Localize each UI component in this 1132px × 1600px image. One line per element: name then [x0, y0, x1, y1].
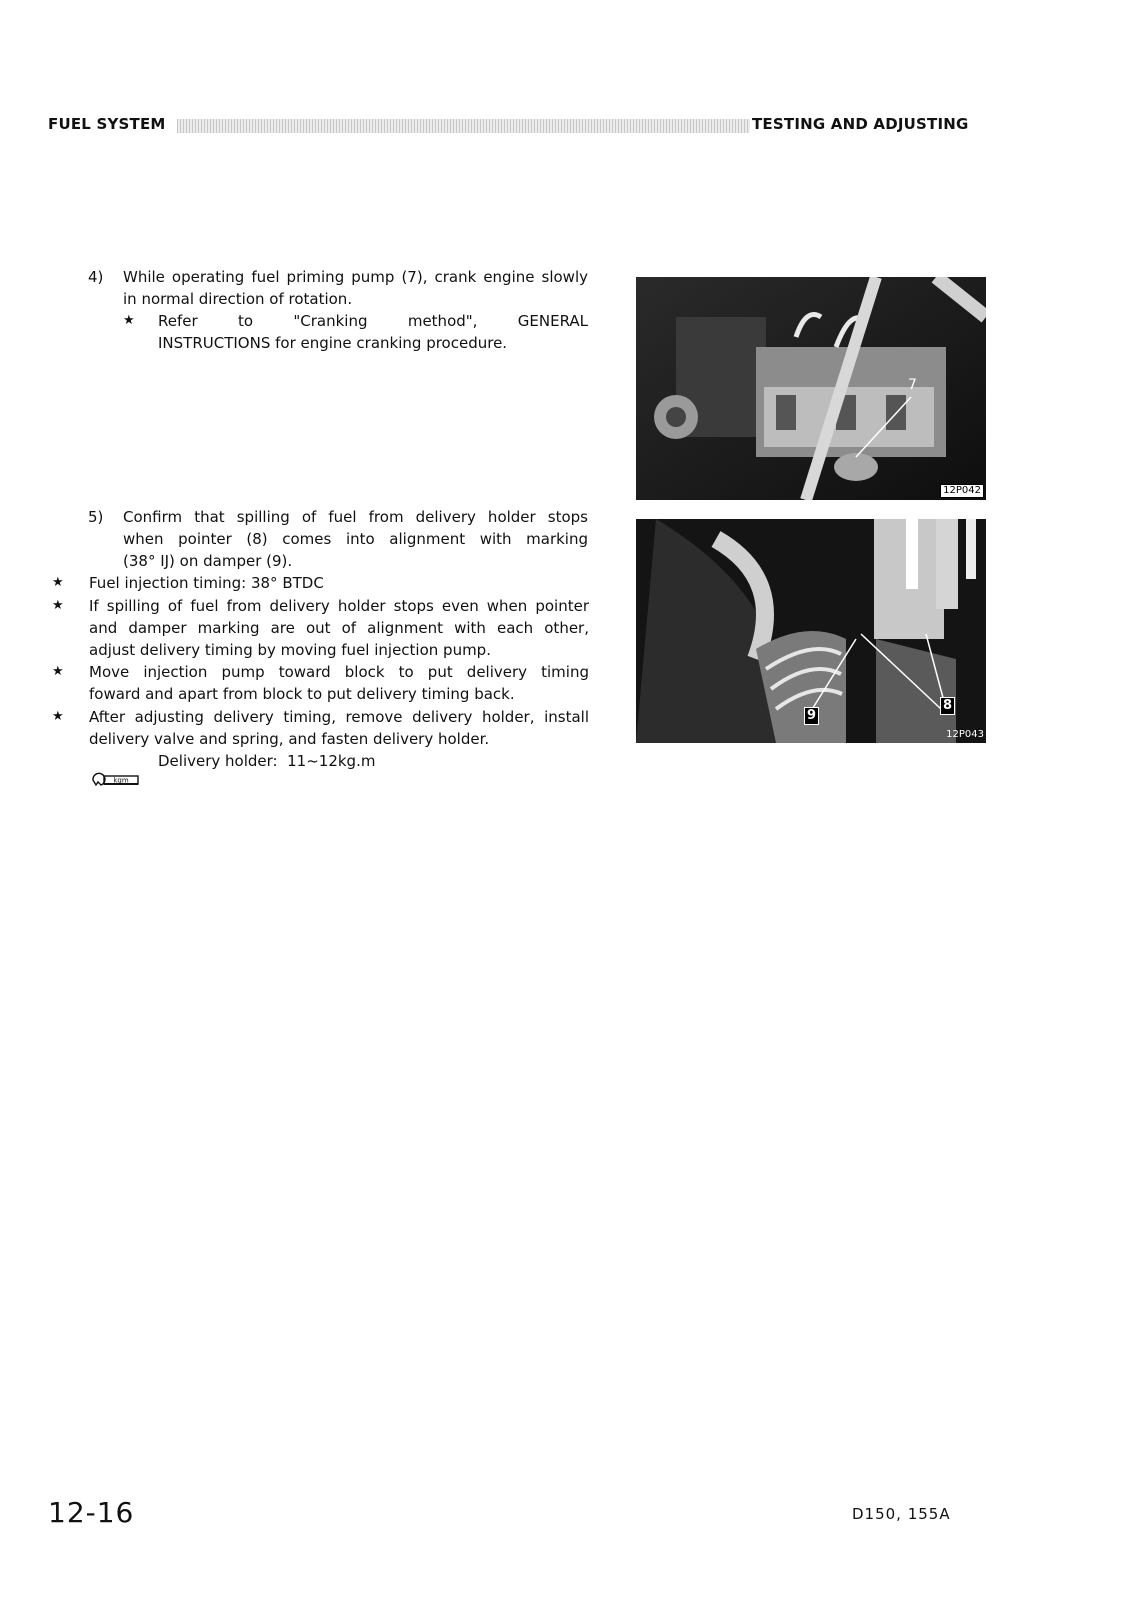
photo-code-label: 12P043 [946, 729, 984, 740]
callout-9: 9 [804, 707, 819, 725]
svg-text:7: 7 [908, 377, 917, 393]
model-number: D150, 155A [852, 1505, 951, 1523]
step-4-line-2: in normal direction of rotation. [123, 290, 353, 308]
step-4-note-line-2: INSTRUCTIONS for engine cranking procedure. [158, 334, 508, 352]
step-4-number: 4) [88, 268, 104, 286]
photo-code-label: 12P042 [940, 484, 984, 498]
note-star: ★ [52, 709, 64, 724]
torque-spec-text: Delivery holder: 11~12kg.m [158, 752, 376, 770]
note-text: Move injection pump toward block to put delivery timing [89, 663, 589, 681]
photo-fuel-priming-pump [636, 277, 986, 500]
note-text: adjust delivery timing by moving fuel injection pump. [89, 641, 491, 659]
note-text: and damper marking are out of alignment with each other, [89, 619, 589, 637]
header-right-title: TESTING AND ADJUSTING [752, 115, 969, 133]
header-left-title: FUEL SYSTEM [48, 115, 166, 133]
note-star: ★ [52, 598, 64, 613]
page-number: 12-16 [48, 1496, 135, 1529]
note-text: If spilling of fuel from delivery holder stops even when pointer [89, 597, 589, 615]
note-text: foward and apart from block to put delivery timing back. [89, 685, 515, 703]
svg-text:kgm: kgm [113, 776, 129, 785]
step-4-note-line-1: Refer to "Cranking method", GENERAL [158, 312, 588, 330]
note-text: Fuel injection timing: 38° BTDC [89, 574, 324, 592]
step-5-number: 5) [88, 508, 104, 526]
step-5-line-2: when pointer (8) comes into alignment with marking [123, 530, 588, 548]
note-text: delivery valve and spring, and fasten delivery holder. [89, 730, 490, 748]
callout-8: 8 [940, 697, 955, 715]
step-5-line-3: (38° IJ) on damper (9). [123, 552, 293, 570]
note-star: ★ [52, 575, 64, 590]
photo-damper-pointer [636, 519, 986, 743]
header-dotted-band [177, 119, 750, 133]
step-4-line-1: While operating fuel priming pump (7), crank engine slowly [123, 268, 588, 286]
note-star: ★ [52, 664, 64, 679]
torque-wrench-kgm-icon [90, 770, 142, 790]
step-4-note-star: ★ [123, 313, 135, 328]
step-5-line-1: Confirm that spilling of fuel from delivery holder stops [123, 508, 588, 526]
note-text: After adjusting delivery timing, remove delivery holder, install [89, 708, 589, 726]
